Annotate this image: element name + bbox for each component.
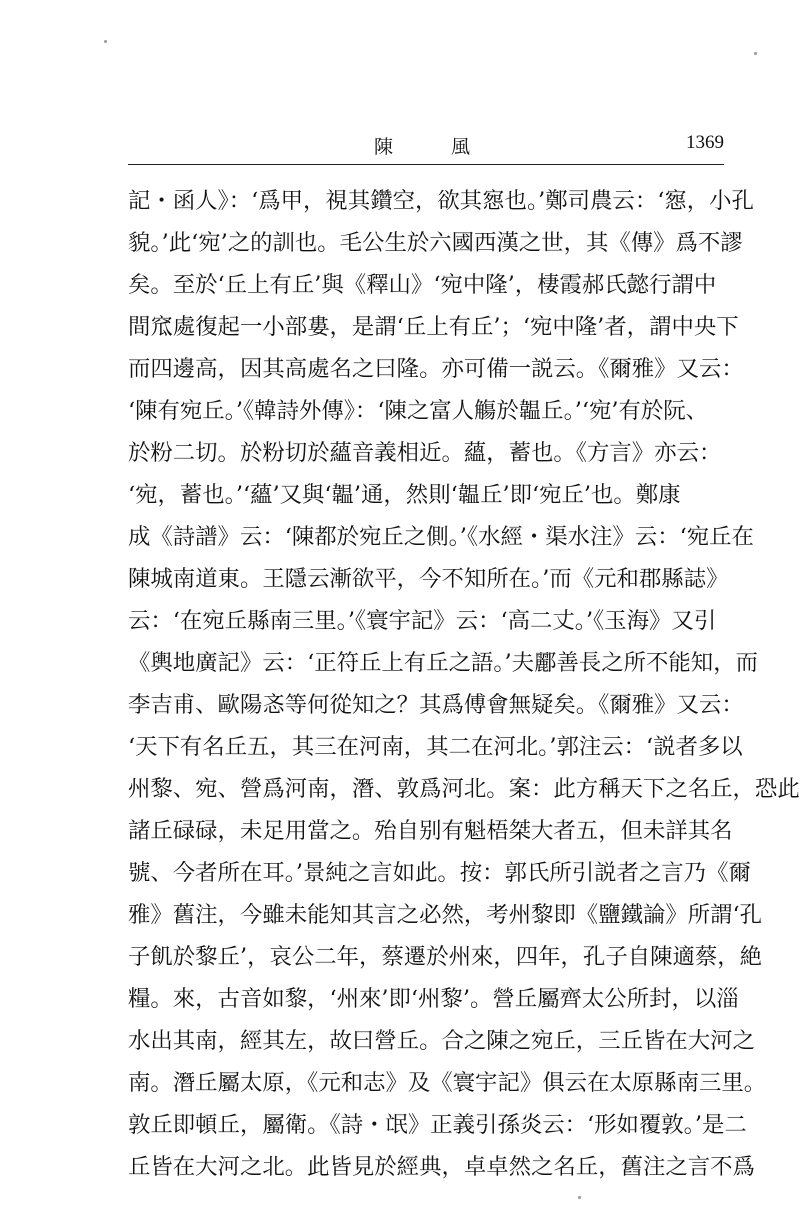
text-line: 號、今者所在耳。’景純之言如此。按：郭氏所引説者之言乃《爾 (128, 860, 751, 886)
running-header (128, 132, 724, 162)
text-line: 間窊處復起一小部婁，是謂‘丘上有丘’；‘宛中隆’者，謂中央下 (128, 314, 739, 340)
text-line: 敦丘即頓丘，屬衛。《詩・氓》正義引孫炎云：‘形如覆敦。’是二 (128, 1112, 747, 1138)
text-line: 記・函人》：‘爲甲，視其鑽空，欲其惌也。’鄭司農云：‘惌，小孔 (128, 188, 754, 214)
text-line: 丘皆在大河之北。此皆見於經典，卓卓然之名丘，舊注之言不爲 (128, 1154, 755, 1180)
text-line: 糧。來，古音如黎，‘州來’即‘州黎’。營丘屬齊太公所封，以淄 (128, 986, 739, 1012)
text-line: 成《詩譜》云：‘陳都於宛丘之側。’《水經・渠水注》云：‘宛丘在 (128, 524, 754, 550)
text-line: 南。潛丘屬太原，《元和志》及《寰宇記》俱云在太原縣南三里。 (128, 1070, 767, 1096)
header-rule (128, 164, 724, 165)
header-title: 陳 風 (374, 136, 497, 158)
page-number: 1369 (686, 132, 724, 153)
text-line: 水出其南，經其左，故曰營丘。合之陳之宛丘，三丘皆在大河之 (128, 1028, 755, 1054)
text-line: 諸丘碌碌，未足用當之。殆自别有魁梧桀大者五，但未詳其名 (128, 818, 733, 844)
scan-speck (754, 52, 757, 55)
text-line: 州黎、宛、營爲河南，潛、敦爲河北。案：此方稱天下之名丘，恐此 (128, 776, 800, 802)
text-line: ‘陳有宛丘。’《韓詩外傳》：‘陳之富人觴於韞丘。’‘宛’有於阮、 (128, 398, 709, 424)
text-line: 貌。’此‘宛’之的訓也。毛公生於六國西漢之世，其《傳》爲不謬 (128, 230, 743, 256)
scan-speck (578, 1196, 581, 1199)
body-text (128, 180, 800, 1188)
text-line: 李吉甫、歐陽忞等何從知之？其爲傅會無疑矣。《爾雅》又云： (128, 692, 744, 718)
scan-speck (104, 40, 107, 43)
text-line: 雅》舊注，今雖未能知其言之必然，考州黎即《鹽鐵論》所謂‘孔 (128, 902, 763, 928)
text-line: 陳城南道東。王隱云漸欲平，今不知所在。’而《元和郡縣誌》 (128, 566, 729, 592)
text-line: 於粉二切。於粉切於蘊音義相近。蘊，蓄也。《方言》亦云： (128, 440, 722, 466)
text-line: ‘宛，蓄也。’‘蘊’又與‘韞’通，然則‘韞丘’即‘宛丘’也。鄭康 (128, 482, 681, 508)
text-line: 云：‘在宛丘縣南三里。’《寰宇記》云：‘高二丈。’《玉海》又引 (128, 608, 717, 634)
text-line: 而四邊高，因其高處名之曰隆。亦可備一説云。《爾雅》又云： (128, 356, 744, 382)
text-line: 《輿地廣記》云：‘正符丘上有丘之語。’夫酈善長之所不能知，而 (128, 650, 758, 676)
text-line: 子飢於黎丘’，哀公二年，蔡遷於州來，四年，孔子自陳適蔡，絶 (128, 944, 763, 970)
text-line: ‘天下有名丘五，其三在河南，其二在河北。’郭注云：‘説者多以 (128, 734, 743, 760)
text-line: 矣。至於‘丘上有丘’與《釋山》‘宛中隆’，棲霞郝氏懿行謂中 (128, 272, 717, 298)
